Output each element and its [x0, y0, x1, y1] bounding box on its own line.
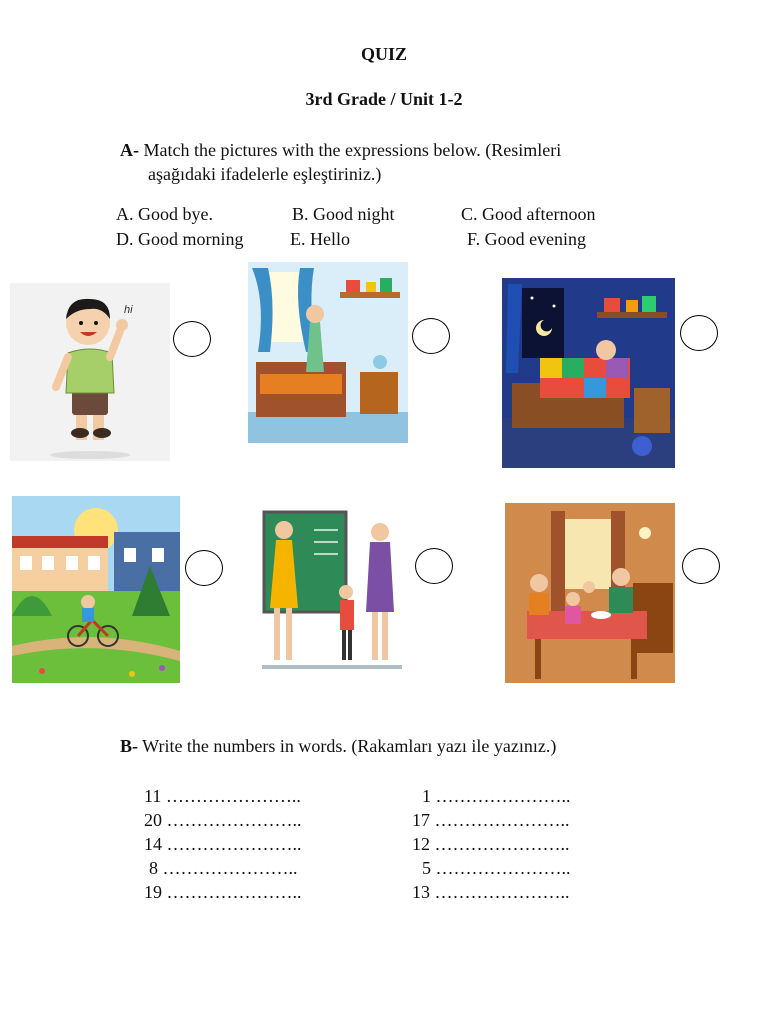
- picture-teacher-greeting: [258, 500, 410, 672]
- option-e: E. Hello: [290, 229, 350, 249]
- answer-blank[interactable]: …………………..: [162, 858, 298, 878]
- answer-circle-5[interactable]: [415, 548, 453, 584]
- section-a-line2: aşağıdaki ifadelerle eşleştiriniz.): [148, 164, 382, 184]
- answer-blank[interactable]: …………………..: [435, 858, 571, 878]
- picture-morning-bedroom: [248, 262, 408, 443]
- number-20: 20: [144, 810, 162, 830]
- number-row-right-1: [422, 786, 571, 807]
- number-row-right-4: [422, 858, 571, 879]
- answer-blank[interactable]: …………………..: [434, 882, 570, 902]
- number-row-right-3: [412, 834, 570, 855]
- number-row-left-5: [144, 882, 302, 903]
- answer-blank[interactable]: …………………..: [435, 786, 571, 806]
- number-row-left-3: [144, 834, 302, 855]
- picture-night-bedroom: [502, 278, 675, 468]
- option-d: D. Good morning: [116, 229, 244, 249]
- option-c: C. Good afternoon: [461, 204, 596, 224]
- section-a-label: A-: [120, 140, 139, 160]
- number-row-left-1: [144, 786, 301, 807]
- number-row-left-4: [149, 858, 298, 879]
- section-b-text: Write the numbers in words. (Rakamları yazı ile yazınız.): [138, 736, 557, 756]
- picture-boy-waving: [10, 283, 170, 461]
- section-b-label: B-: [120, 736, 138, 756]
- number-11: 11: [144, 786, 162, 806]
- answer-blank[interactable]: …………………..: [166, 810, 302, 830]
- number-5: 5: [422, 858, 431, 878]
- answer-blank[interactable]: …………………..: [165, 786, 301, 806]
- number-8: 8: [149, 858, 158, 878]
- number-14: 14: [144, 834, 162, 854]
- number-row-left-2: [144, 810, 302, 831]
- option-f: F. Good evening: [467, 229, 587, 249]
- quiz-subtitle: 3rd Grade / Unit 1-2: [305, 89, 463, 109]
- quiz-title: QUIZ: [360, 44, 407, 64]
- number-19: 19: [144, 882, 162, 902]
- answer-circle-2[interactable]: [412, 318, 450, 354]
- option-b: B. Good night: [292, 204, 395, 224]
- answer-circle-3[interactable]: [680, 315, 718, 351]
- number-13: 13: [412, 882, 430, 902]
- option-a: A. Good bye.: [116, 204, 213, 224]
- picture-afternoon-cycling: [12, 496, 180, 683]
- answer-blank[interactable]: …………………..: [166, 882, 302, 902]
- answer-circle-1[interactable]: [173, 321, 211, 357]
- answer-circle-6[interactable]: [682, 548, 720, 584]
- answer-blank[interactable]: …………………..: [434, 834, 570, 854]
- number-row-right-5: [412, 882, 570, 903]
- section-b-instruction: [120, 736, 556, 757]
- picture-evening-dinner: [505, 503, 675, 683]
- number-17: 17: [412, 810, 430, 830]
- section-a-line1: Match the pictures with the expressions below. (Resimleri: [139, 140, 562, 160]
- speech-hi: hi: [124, 304, 133, 316]
- section-a-instruction: [120, 138, 680, 186]
- number-row-right-2: [412, 810, 570, 831]
- answer-blank[interactable]: …………………..: [166, 834, 302, 854]
- answer-circle-4[interactable]: [185, 550, 223, 586]
- number-12: 12: [412, 834, 430, 854]
- number-1: 1: [422, 786, 431, 806]
- answer-blank[interactable]: …………………..: [434, 810, 570, 830]
